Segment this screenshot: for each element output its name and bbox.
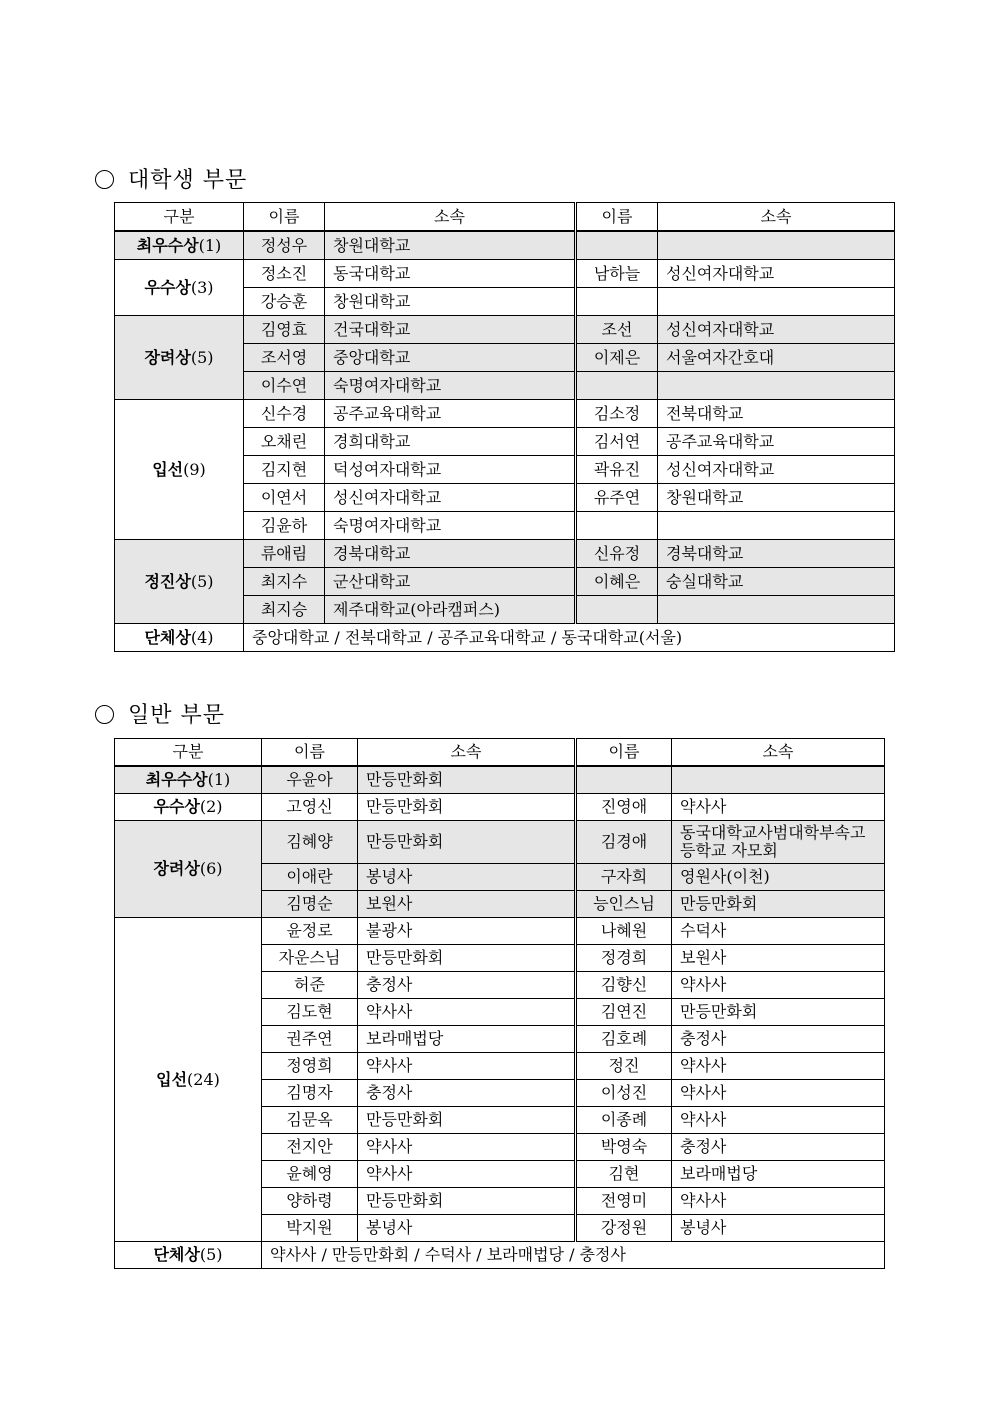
group-award-list: 중앙대학교 / 전북대학교 / 공주교육대학교 / 동국대학교(서울) — [244, 624, 895, 652]
winner-affiliation: 덕성여자대학교 — [325, 456, 576, 484]
winner-affiliation — [672, 766, 885, 794]
header-affiliation: 소속 — [358, 739, 576, 767]
winner-affiliation — [658, 596, 895, 624]
winner-name: 김지현 — [244, 456, 325, 484]
winner-name: 최지수 — [244, 568, 325, 596]
header-name: 이름 — [576, 739, 672, 767]
category-diligence: 정진상(5) — [115, 540, 244, 624]
winner-affiliation: 보라매법당 — [672, 1161, 885, 1188]
table-row — [115, 540, 895, 568]
winner-name: 신수경 — [244, 400, 325, 428]
winner-name — [576, 596, 658, 624]
winner-name — [576, 231, 658, 260]
winner-name: 신유정 — [576, 540, 658, 568]
winner-affiliation: 약사사 — [672, 1107, 885, 1134]
winner-name: 남하늘 — [576, 260, 658, 288]
winner-affiliation: 군산대학교 — [325, 568, 576, 596]
winner-affiliation: 경희대학교 — [325, 428, 576, 456]
header-name: 이름 — [262, 739, 358, 767]
category-encouragement: 장려상(5) — [115, 316, 244, 400]
winner-affiliation: 봉녕사 — [358, 1215, 576, 1242]
winner-name: 이연서 — [244, 484, 325, 512]
table-row — [115, 400, 895, 428]
winner-name — [576, 288, 658, 316]
header-affiliation: 소속 — [325, 203, 576, 232]
winner-name: 김혜양 — [262, 821, 358, 864]
circle-bullet-icon — [95, 705, 114, 724]
winner-name: 유주연 — [576, 484, 658, 512]
winner-name: 구자희 — [576, 864, 672, 891]
winner-affiliation — [658, 288, 895, 316]
winner-affiliation: 봉녕사 — [672, 1215, 885, 1242]
winner-name: 조서영 — [244, 344, 325, 372]
winner-name: 박영숙 — [576, 1134, 672, 1161]
winner-affiliation: 약사사 — [358, 999, 576, 1026]
winner-name: 허준 — [262, 972, 358, 999]
winner-name — [576, 766, 672, 794]
winner-affiliation: 경북대학교 — [325, 540, 576, 568]
general-awards-table — [114, 738, 885, 1269]
winner-affiliation: 약사사 — [358, 1053, 576, 1080]
winner-name: 나혜원 — [576, 918, 672, 945]
winner-name: 최지승 — [244, 596, 325, 624]
winner-affiliation: 만등만화회 — [672, 999, 885, 1026]
category-grand-prize: 최우수상(1) — [115, 766, 262, 794]
winner-affiliation: 동국대학교 — [325, 260, 576, 288]
winner-affiliation: 성신여자대학교 — [658, 456, 895, 484]
winner-affiliation: 창원대학교 — [325, 231, 576, 260]
winner-name: 윤정로 — [262, 918, 358, 945]
winner-affiliation: 약사사 — [672, 1053, 885, 1080]
header-name: 이름 — [576, 203, 658, 232]
winner-name: 윤혜영 — [262, 1161, 358, 1188]
winner-affiliation: 약사사 — [672, 794, 885, 821]
winner-name: 김서연 — [576, 428, 658, 456]
winner-name: 김경애 — [576, 821, 672, 864]
category-selected: 입선(9) — [115, 400, 244, 540]
winner-affiliation: 서울여자간호대 — [658, 344, 895, 372]
winner-name: 강정원 — [576, 1215, 672, 1242]
table-row — [115, 1242, 885, 1269]
winner-affiliation: 만등만화회 — [358, 794, 576, 821]
winner-affiliation: 충정사 — [672, 1026, 885, 1053]
winner-affiliation: 약사사 — [358, 1134, 576, 1161]
winner-name: 양하령 — [262, 1188, 358, 1215]
winner-affiliation: 만등만화회 — [358, 1107, 576, 1134]
table-row — [115, 794, 885, 821]
table-row — [115, 821, 885, 864]
winner-affiliation: 만등만화회 — [358, 1188, 576, 1215]
category-group-award: 단체상(4) — [115, 624, 244, 652]
category-excellence: 우수상(3) — [115, 260, 244, 316]
table-row — [115, 316, 895, 344]
winner-name: 박지원 — [262, 1215, 358, 1242]
winner-affiliation: 창원대학교 — [658, 484, 895, 512]
winner-affiliation: 만등만화회 — [358, 945, 576, 972]
winner-name: 자운스님 — [262, 945, 358, 972]
header-category: 구분 — [115, 203, 244, 232]
winner-name: 이제은 — [576, 344, 658, 372]
winner-name: 강승훈 — [244, 288, 325, 316]
table-row — [115, 766, 885, 794]
winner-affiliation: 약사사 — [672, 972, 885, 999]
winner-name: 김영효 — [244, 316, 325, 344]
category-encouragement: 장려상(6) — [115, 821, 262, 918]
winner-affiliation: 수덕사 — [672, 918, 885, 945]
winner-name: 진영애 — [576, 794, 672, 821]
header-name: 이름 — [244, 203, 325, 232]
winner-name: 이수연 — [244, 372, 325, 400]
table-row — [115, 918, 885, 945]
winner-affiliation: 보원사 — [672, 945, 885, 972]
winner-name: 류애림 — [244, 540, 325, 568]
winner-name: 이성진 — [576, 1080, 672, 1107]
table-row — [115, 260, 895, 288]
winner-affiliation: 숭실대학교 — [658, 568, 895, 596]
winner-name: 정성우 — [244, 231, 325, 260]
winner-name: 김명자 — [262, 1080, 358, 1107]
category-grand-prize: 최우수상(1) — [115, 231, 244, 260]
winner-name: 고영신 — [262, 794, 358, 821]
winner-affiliation: 건국대학교 — [325, 316, 576, 344]
winner-name: 곽유진 — [576, 456, 658, 484]
winner-affiliation: 중앙대학교 — [325, 344, 576, 372]
university-awards-table — [114, 202, 895, 652]
winner-affiliation — [658, 372, 895, 400]
winner-name: 권주연 — [262, 1026, 358, 1053]
winner-name: 김명순 — [262, 891, 358, 918]
winner-affiliation: 불광사 — [358, 918, 576, 945]
section-title-university: 대학생 부문 — [95, 163, 247, 194]
winner-name: 우윤아 — [262, 766, 358, 794]
winner-name: 김소정 — [576, 400, 658, 428]
table-header-row — [115, 739, 885, 767]
table-header-row — [115, 203, 895, 232]
winner-name: 조선 — [576, 316, 658, 344]
winner-name: 김현 — [576, 1161, 672, 1188]
winner-affiliation: 동국대학교사범대학부속고등학교 자모회 — [672, 821, 885, 864]
winner-affiliation: 충정사 — [358, 972, 576, 999]
winner-name: 이혜은 — [576, 568, 658, 596]
header-affiliation: 소속 — [672, 739, 885, 767]
category-excellence: 우수상(2) — [115, 794, 262, 821]
winner-name: 전지안 — [262, 1134, 358, 1161]
winner-affiliation: 약사사 — [672, 1188, 885, 1215]
section-title-general: 일반 부문 — [95, 698, 225, 729]
winner-affiliation — [658, 231, 895, 260]
winner-name: 정소진 — [244, 260, 325, 288]
winner-affiliation: 만등만화회 — [358, 766, 576, 794]
winner-affiliation: 성신여자대학교 — [325, 484, 576, 512]
winner-affiliation: 보라매법당 — [358, 1026, 576, 1053]
category-selected: 입선(24) — [115, 918, 262, 1242]
winner-name: 김호례 — [576, 1026, 672, 1053]
winner-name: 정진 — [576, 1053, 672, 1080]
winner-name: 김연진 — [576, 999, 672, 1026]
table-row — [115, 624, 895, 652]
winner-affiliation: 공주교육대학교 — [658, 428, 895, 456]
winner-name: 오채린 — [244, 428, 325, 456]
winner-name: 김향신 — [576, 972, 672, 999]
header-category: 구분 — [115, 739, 262, 767]
winner-affiliation: 제주대학교(아라캠퍼스) — [325, 596, 576, 624]
winner-name: 전영미 — [576, 1188, 672, 1215]
winner-affiliation: 성신여자대학교 — [658, 260, 895, 288]
winner-name: 이종례 — [576, 1107, 672, 1134]
winner-name: 김문옥 — [262, 1107, 358, 1134]
circle-bullet-icon — [95, 170, 114, 189]
header-affiliation: 소속 — [658, 203, 895, 232]
winner-affiliation: 창원대학교 — [325, 288, 576, 316]
winner-name: 능인스님 — [576, 891, 672, 918]
winner-affiliation — [658, 512, 895, 540]
group-award-list: 약사사 / 만등만화회 / 수덕사 / 보라매법당 / 충정사 — [262, 1242, 885, 1269]
winner-name: 이애란 — [262, 864, 358, 891]
winner-affiliation: 전북대학교 — [658, 400, 895, 428]
winner-affiliation: 충정사 — [358, 1080, 576, 1107]
winner-affiliation: 경북대학교 — [658, 540, 895, 568]
winner-affiliation: 성신여자대학교 — [658, 316, 895, 344]
table-row — [115, 231, 895, 260]
category-group-award: 단체상(5) — [115, 1242, 262, 1269]
winner-name: 김윤하 — [244, 512, 325, 540]
winner-name: 정영희 — [262, 1053, 358, 1080]
winner-affiliation: 만등만화회 — [358, 821, 576, 864]
winner-affiliation: 약사사 — [358, 1161, 576, 1188]
winner-name — [576, 512, 658, 540]
winner-affiliation: 충정사 — [672, 1134, 885, 1161]
winner-affiliation: 숙명여자대학교 — [325, 372, 576, 400]
winner-affiliation: 약사사 — [672, 1080, 885, 1107]
winner-affiliation: 공주교육대학교 — [325, 400, 576, 428]
winner-name: 정경희 — [576, 945, 672, 972]
winner-affiliation: 영원사(이천) — [672, 864, 885, 891]
winner-affiliation: 봉녕사 — [358, 864, 576, 891]
winner-affiliation: 만등만화회 — [672, 891, 885, 918]
winner-name: 김도현 — [262, 999, 358, 1026]
winner-affiliation: 보원사 — [358, 891, 576, 918]
winner-affiliation: 숙명여자대학교 — [325, 512, 576, 540]
winner-name — [576, 372, 658, 400]
